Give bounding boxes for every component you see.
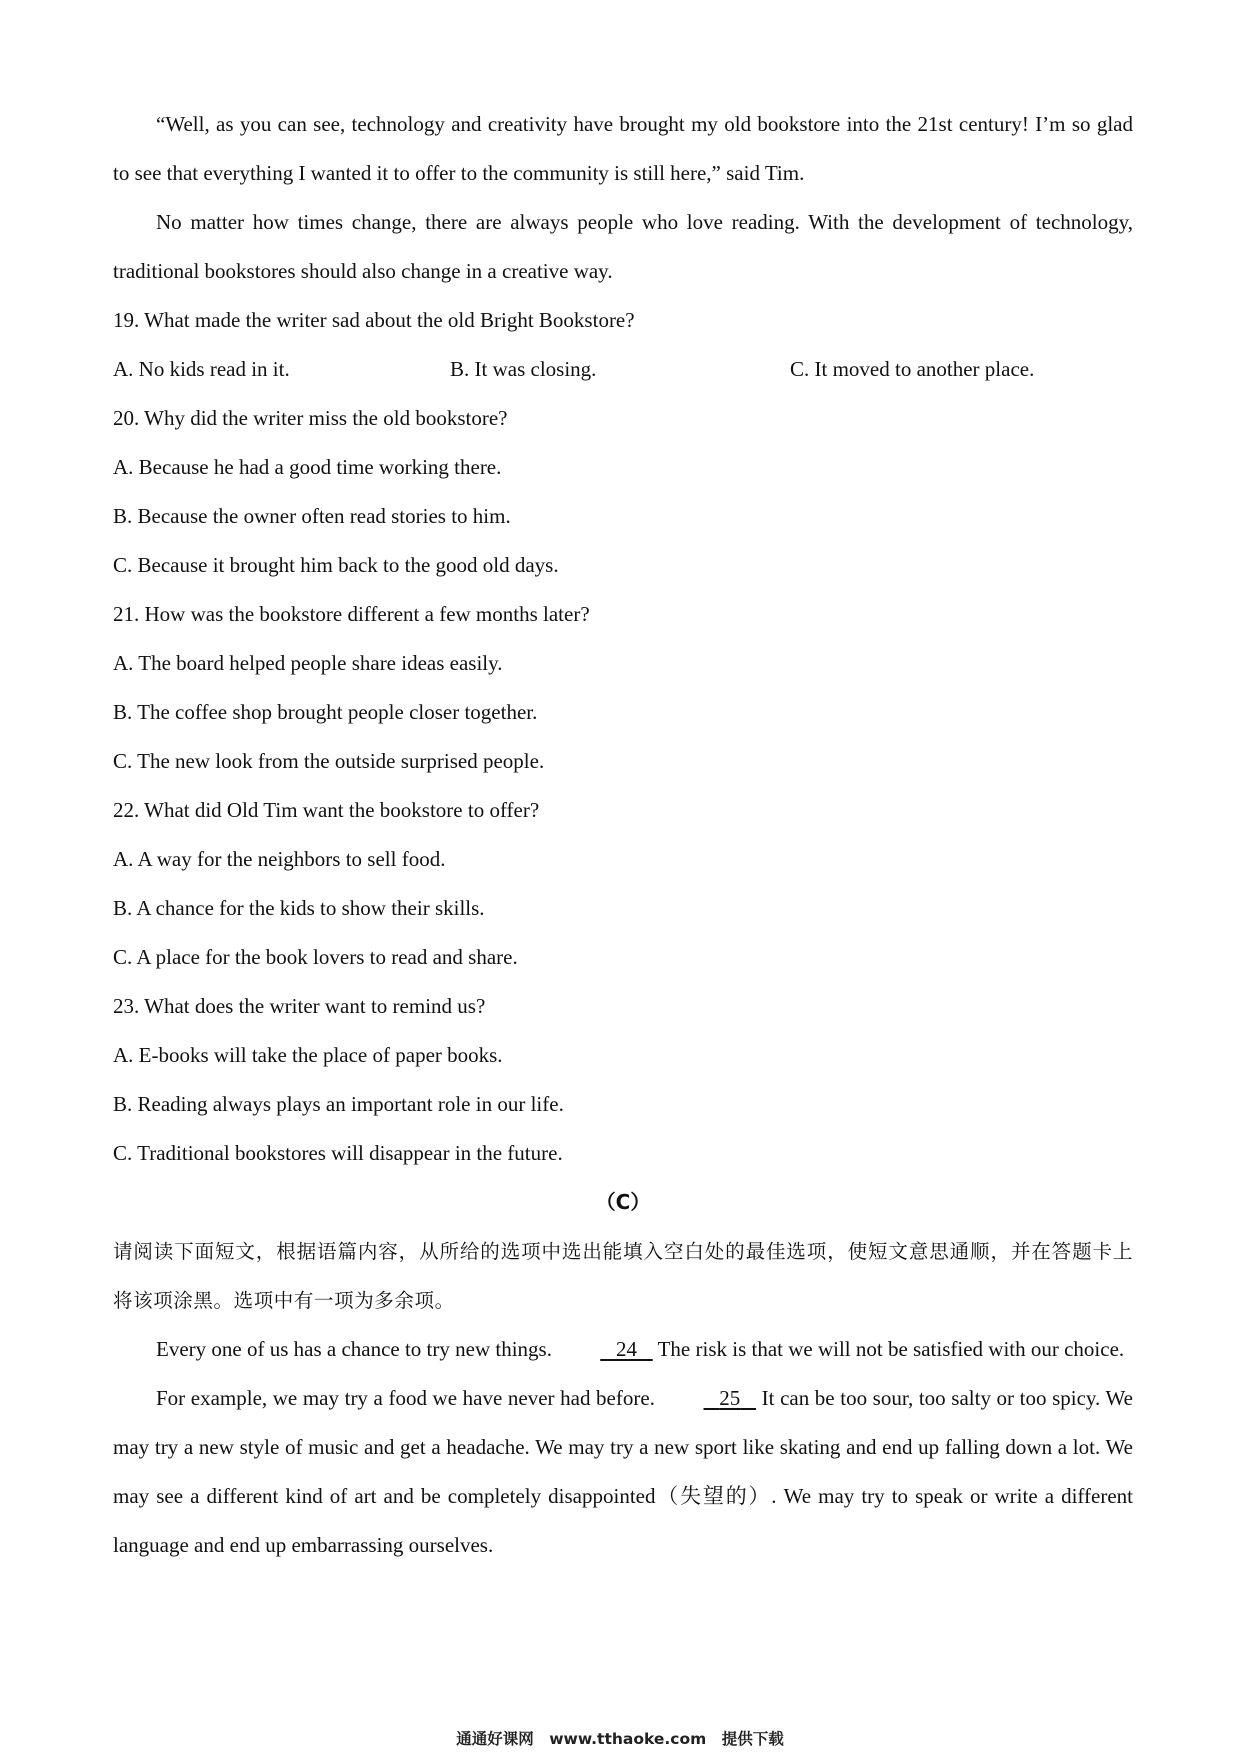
blank-25 — [661, 1374, 757, 1423]
blank-number: 25 — [719, 1386, 741, 1410]
option-21-a: A. The board helped people share ideas easily. — [113, 651, 503, 675]
option-22-b: B. A chance for the kids to show their skills. — [113, 896, 485, 920]
option-20-c: C. Because it brought him back to the good old days. — [113, 553, 559, 577]
text-run: The risk is that we will not be satisfied with our choice. — [652, 1337, 1125, 1361]
option-19-b: B. It was closing. — [450, 357, 597, 381]
option-23-a: A. E-books will take the place of paper books. — [113, 1043, 503, 1067]
option-20-a: A. Because he had a good time working there. — [113, 455, 502, 479]
passage-paragraph-c1 — [113, 1325, 1133, 1374]
option-23-c: C. Traditional bookstores will disappear in the future. — [113, 1141, 563, 1165]
option-23-b: B. Reading always plays an important role in our life. — [113, 1092, 564, 1116]
section-title-c: （C） — [595, 1190, 651, 1214]
text-run: It can be too sour, too salty or too spicy. We may try a new style of music and get a headache. We may try a new sport like skating and end up falling down a lot. We may see a different kind of art and be completely disappointed（失望的）. We may try to speak or write a different language and end up embarrassing ourselves. — [113, 1386, 1133, 1557]
option-20-b: B. Because the owner often read stories to him. — [113, 504, 511, 528]
options-row-19 — [113, 345, 1133, 394]
text-run: Every one of us has a chance to try new things. — [156, 1337, 558, 1361]
question-stem-19: 19. What made the writer sad about the old Bright Bookstore? — [113, 308, 635, 332]
passage-paragraph: No matter how times change, there are always people who love reading. With the development of technology, traditional bookstores should also change in a creative way. — [113, 210, 1133, 283]
blank-number: 24 — [615, 1337, 637, 1361]
section-instructions: 请阅读下面短文，根据语篇内容，从所给的选项中选出能填入空白处的最佳选项，使短文意思通顺，并在答题卡上将该项涂黑。选项中有一项为多余项。 — [113, 1240, 1133, 1312]
page-content — [113, 100, 1133, 1570]
question-stem-20: 20. Why did the writer miss the old bookstore? — [113, 406, 508, 430]
passage-paragraph: “Well, as you can see, technology and creativity have brought my old bookstore into the 21st century! I’m so glad to see that everything I wanted it to offer to the community is still here,” said Tim. — [113, 112, 1133, 185]
option-22-c: C. A place for the book lovers to read and share. — [113, 945, 518, 969]
page-footer: 通通好课网 www.tthaoke.com 提供下载 — [456, 1730, 784, 1748]
option-19-a: A. No kids read in it. — [113, 357, 290, 381]
option-21-b: B. The coffee shop brought people closer together. — [113, 700, 538, 724]
question-stem-21: 21. How was the bookstore different a few months later? — [113, 602, 590, 626]
option-22-a: A. A way for the neighbors to sell food. — [113, 847, 446, 871]
question-stem-22: 22. What did Old Tim want the bookstore to offer? — [113, 798, 540, 822]
option-21-c: C. The new look from the outside surprised people. — [113, 749, 545, 773]
passage-paragraph-c2 — [113, 1374, 1133, 1570]
question-stem-23: 23. What does the writer want to remind us? — [113, 994, 486, 1018]
option-19-c: C. It moved to another place. — [790, 357, 1035, 381]
text-run: For example, we may try a food we have never had before. — [156, 1386, 661, 1410]
blank-24 — [557, 1325, 653, 1374]
